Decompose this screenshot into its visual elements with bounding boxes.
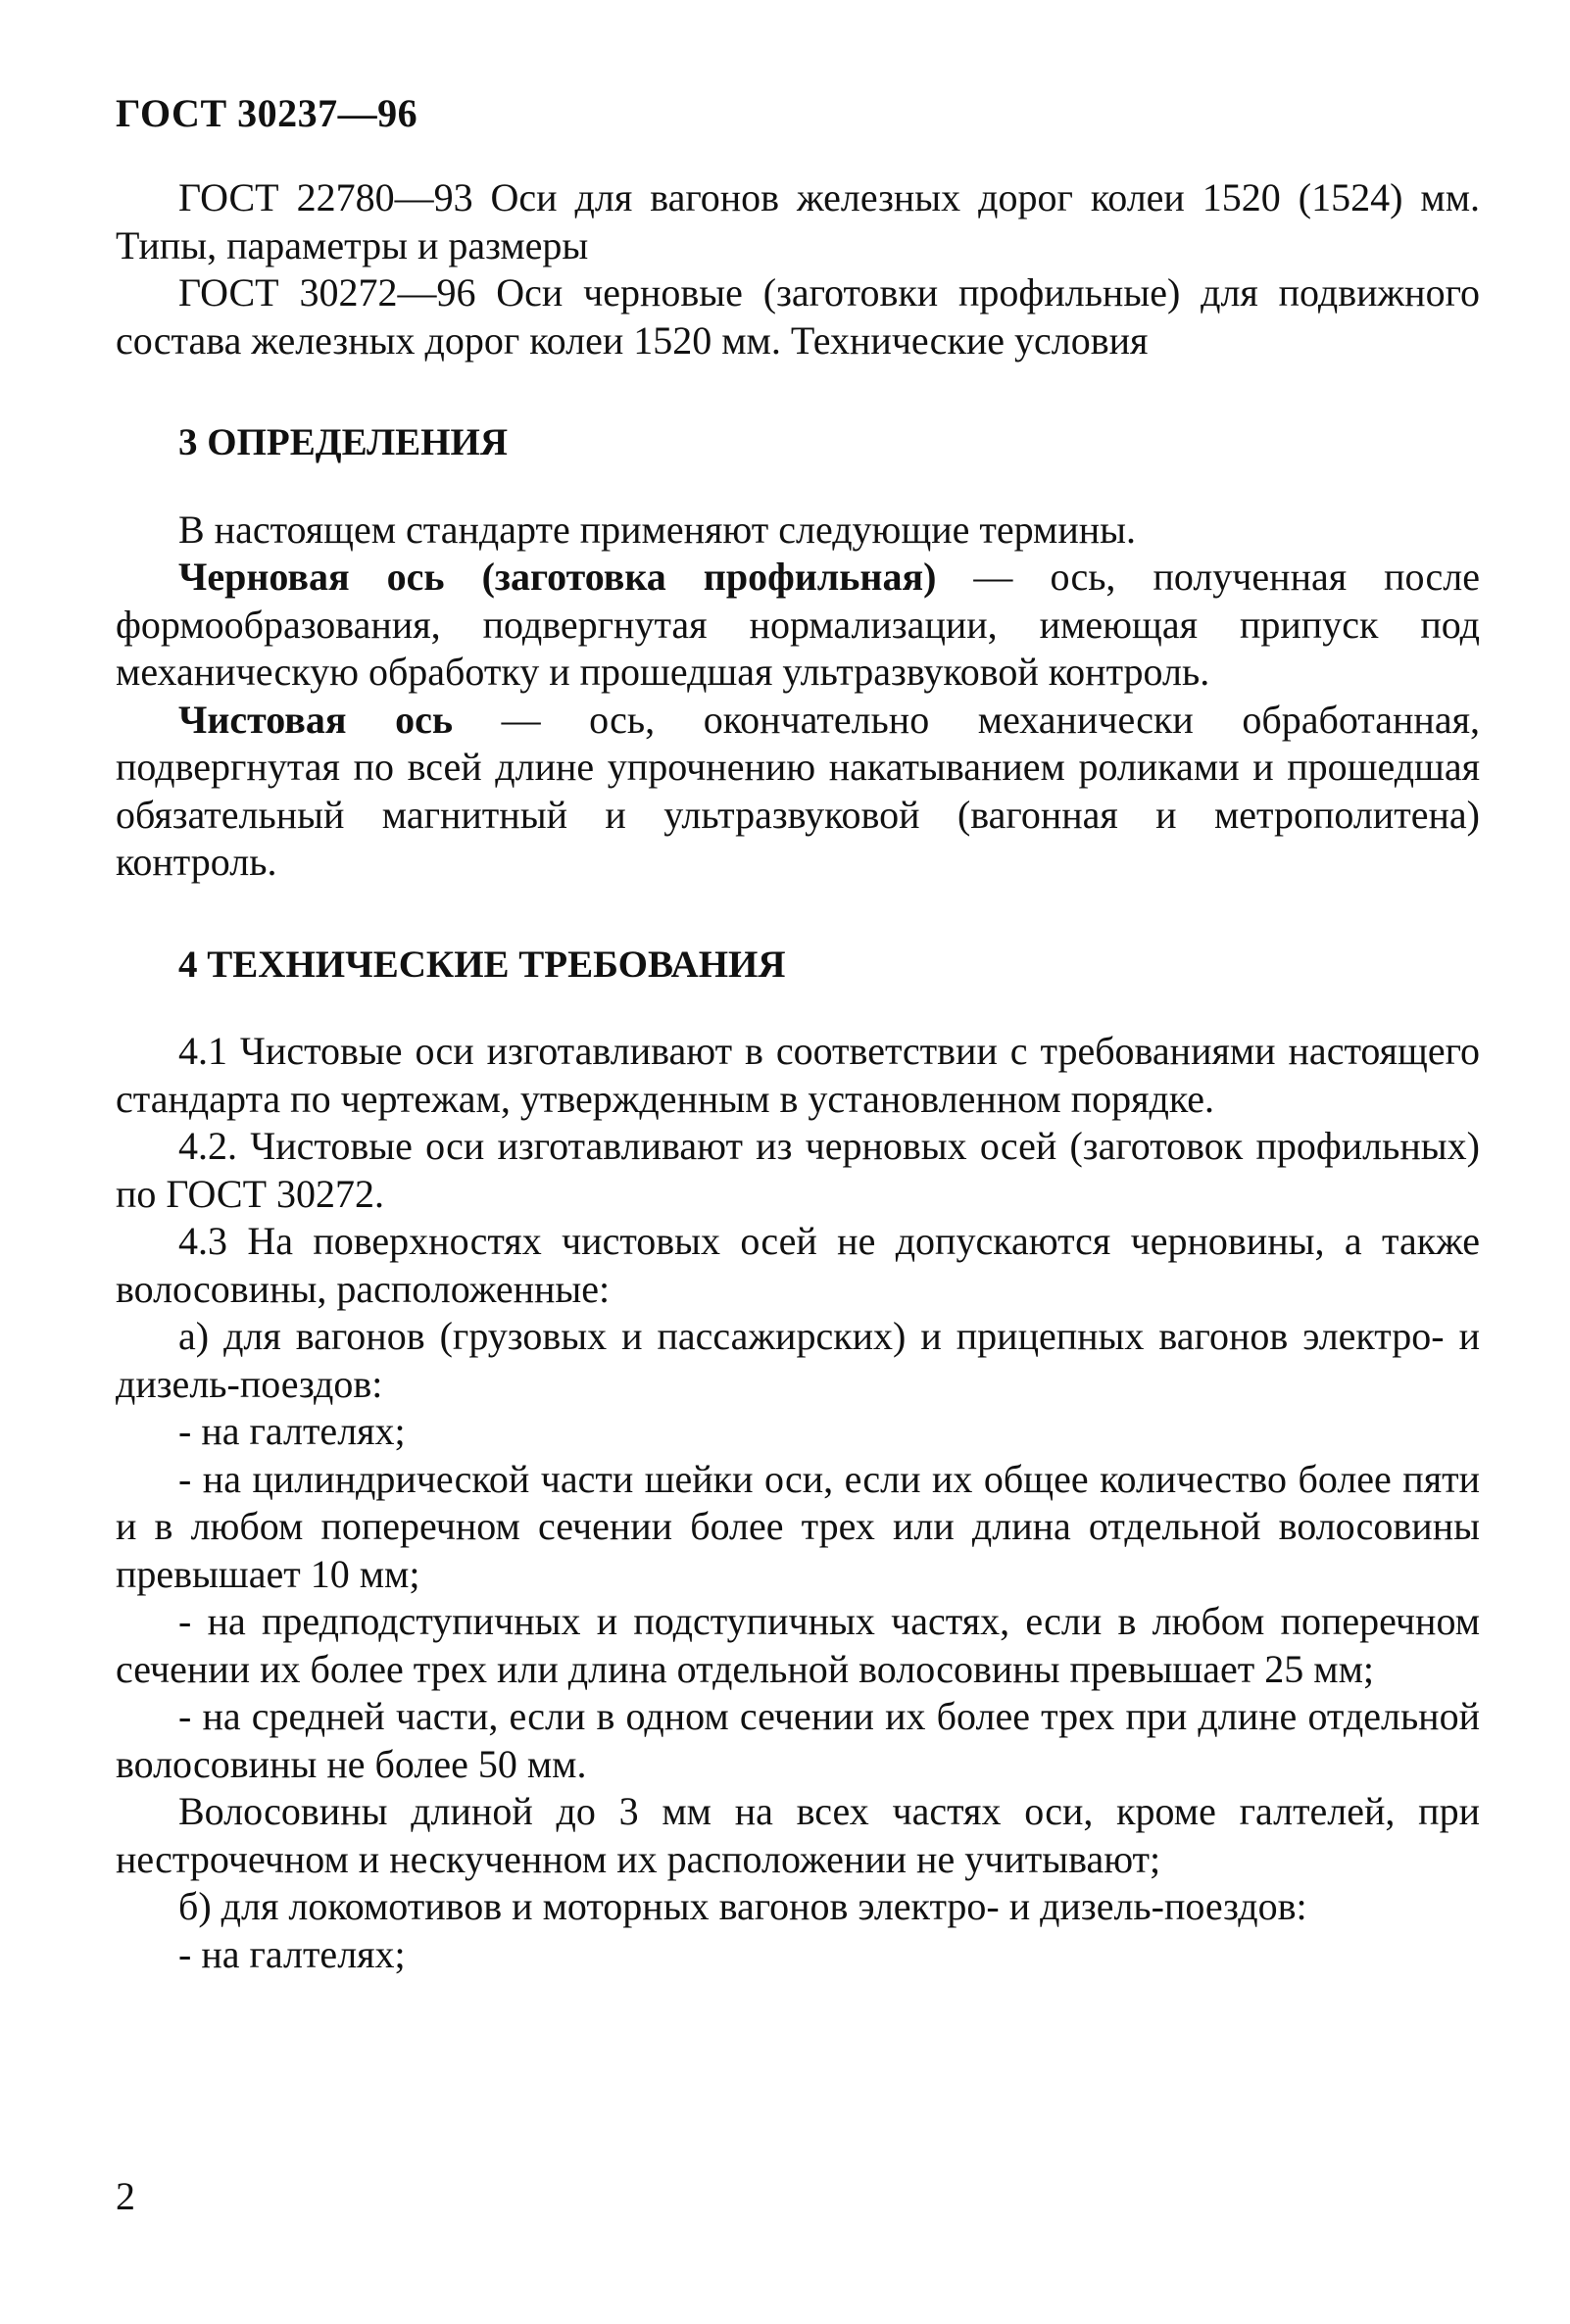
reference-gost-22780: ГОСТ 22780—93 Оси для вагонов железных дорог колеи 1520 (1524) мм. Типы, параметры и размеры — [116, 175, 1480, 267]
page-number: 2 — [116, 2174, 135, 2218]
section-heading-technical-requirements: 4 ТЕХНИЧЕСКИЕ ТРЕБОВАНИЯ — [178, 943, 786, 986]
clause-4-3-a: а) для вагонов (грузовых и пассажирских) и прицепных вагонов электро- и дизель-поездов: — [116, 1314, 1480, 1406]
section-heading-definitions: 3 ОПРЕДЕЛЕНИЯ — [178, 421, 508, 463]
definitions-intro: В настоящем стандарте применяют следующие термины. — [178, 507, 1137, 552]
definition-finished-axle — [116, 697, 1480, 887]
definition-finished-axle-text: — ось, окончательно механически обработанная, подвергнутая по всей длине упрочнению накатыванием роликами и прошедшая обязательный магнитный и ультразвуковой (вагонная и метрополитена) контроль. — [116, 697, 1480, 884]
definition-rough-axle — [116, 554, 1480, 697]
page-body — [116, 174, 1480, 1978]
hairline-note: Волосовины длиной до 3 мм на всех частях оси, кроме галтелей, при нестрочечном и нескученном их расположении не учитывают; — [116, 1789, 1480, 1881]
list-item: - на галтелях; — [178, 1409, 406, 1453]
list-item: - на галтелях; — [178, 1931, 406, 1976]
list-item: - на цилиндрической части шейки оси, если их общее количество более пяти и в любом поперечном сечении более трех или длина отдельной волосовины превышает 10 мм; — [116, 1456, 1480, 1596]
list-item: - на средней части, если в одном сечении их более трех при длине отдельной волосовины не более 50 мм. — [116, 1694, 1480, 1786]
term-finished-axle: Чистовая ось — [178, 697, 453, 742]
reference-gost-30272: ГОСТ 30272—96 Оси черновые (заготовки профильные) для подвижного состава железных дорог колеи 1520 мм. Технические условия — [116, 270, 1480, 363]
clause-4-3: 4.3 На поверхностях чистовых осей не допускаются черновины, а также волосовины, расположенные: — [116, 1219, 1480, 1311]
clause-4-3-b: б) для локомотивов и моторных вагонов электро- и дизель-поездов: — [178, 1884, 1307, 1928]
running-header: ГОСТ 30237—96 — [116, 91, 418, 135]
term-rough-axle: Черновая ось (заготовка профильная) — [178, 555, 937, 599]
clause-4-1: 4.1 Чистовые оси изготавливают в соответствии с требованиями настоящего стандарта по чертежам, утвержденным в установленном порядке. — [116, 1029, 1480, 1121]
definition-rough-axle-text: — ось, полученная после формообразования, подвергнутая нормализации, имеющая припуск под механическую обработку и прошедшая ультразвуковой контроль. — [116, 555, 1481, 694]
clause-4-2: 4.2. Чистовые оси изготавливают из черновых осей (заготовок профильных) по ГОСТ 30272. — [116, 1124, 1480, 1216]
list-item: - на предподступичных и подступичных частях, если в любом поперечном сечении их более трех или длина отдельной волосовины превышает 25 мм; — [116, 1599, 1480, 1691]
